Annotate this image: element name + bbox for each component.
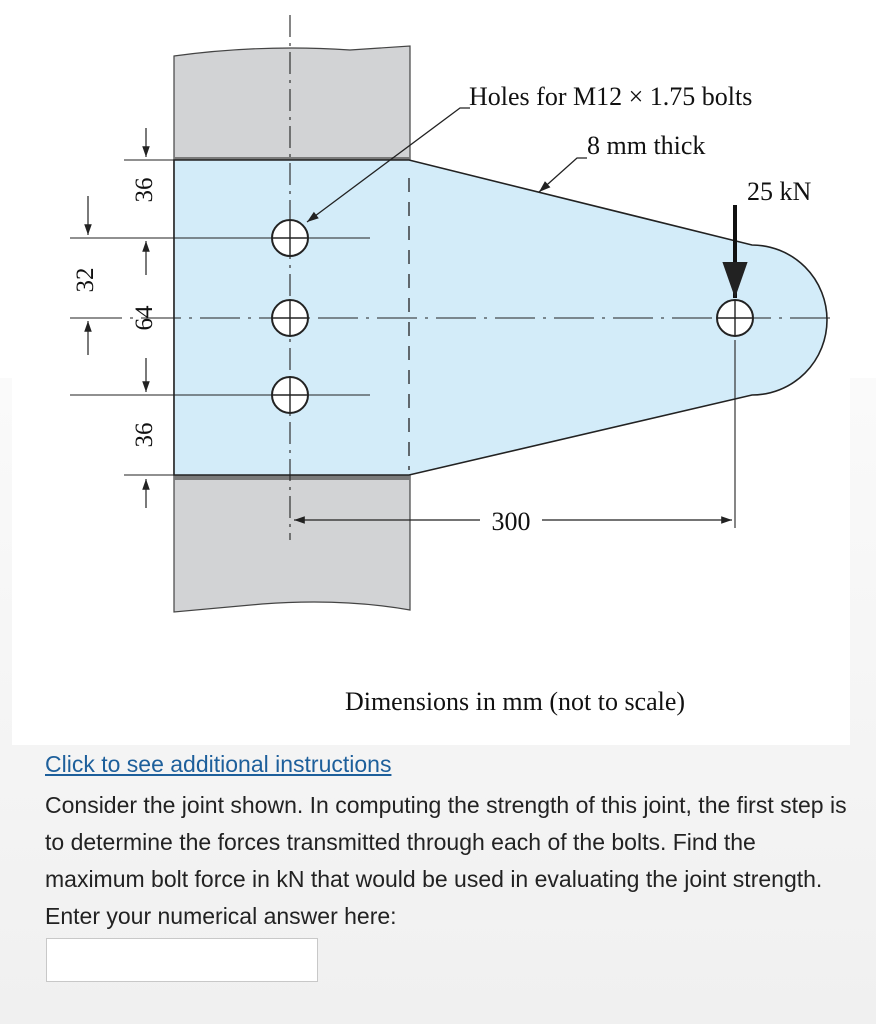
thickness-label: 8 mm thick [587, 131, 706, 160]
dim-bottom-label: 36 [131, 422, 158, 448]
dim-length-label: 300 [491, 507, 531, 536]
dim-middle-label: 64 [131, 305, 158, 331]
question-text: Consider the joint shown. In computing the strength of this joint, the first step is to determine the forces transmitted through each of the bolts. Find the maximum bolt force in kN that would be used in evaluating the joint strength. Enter your numerical answer here: [45, 792, 847, 929]
bolt-hole-middle [272, 300, 308, 336]
figure-panel [12, 0, 850, 745]
answer-input[interactable] [46, 938, 318, 982]
load-hole [717, 300, 753, 336]
load-label: 25 kN [747, 177, 812, 206]
holes-label: Holes for M12 × 1.75 bolts [469, 82, 753, 111]
dim-top-label: 36 [131, 177, 158, 203]
thickness-leader [539, 158, 587, 192]
dim-offset-label: 32 [72, 267, 99, 293]
bracket-figure [12, 0, 850, 745]
bolt-hole-bottom [272, 377, 308, 413]
additional-instructions-link[interactable]: Click to see additional instructions [45, 751, 392, 777]
figure-caption: Dimensions in mm (not to scale) [344, 687, 686, 716]
bolt-hole-top [272, 220, 308, 256]
